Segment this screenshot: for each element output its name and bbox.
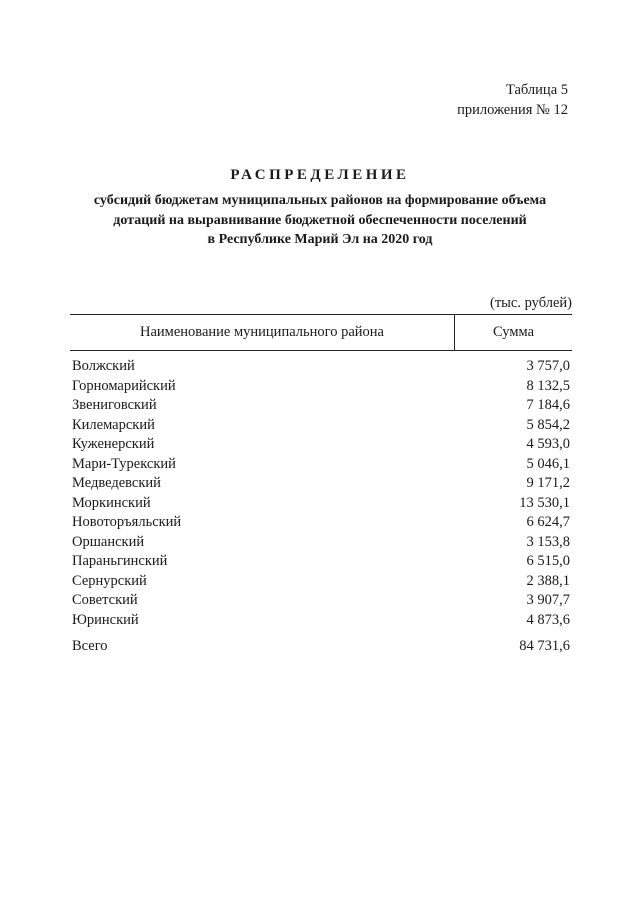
district-name: Горномарийский <box>72 377 176 394</box>
district-sum: 3 757,0 <box>526 358 570 374</box>
table-header <box>70 314 572 351</box>
total-row <box>72 637 570 657</box>
table-row <box>72 416 570 436</box>
table-row <box>72 474 570 494</box>
total-label: Всего <box>72 638 108 654</box>
district-name: Мари-Турекский <box>72 455 176 472</box>
district-name: Медведевский <box>72 475 161 491</box>
district-sum: 13 530,1 <box>519 494 570 511</box>
table-row <box>72 533 570 553</box>
district-sum: 5 046,1 <box>526 455 570 472</box>
district-name: Юринский <box>72 611 139 628</box>
district-sum: 9 171,2 <box>526 475 570 491</box>
table-row <box>72 357 570 377</box>
title-main: РАСПРЕДЕЛЕНИЕ <box>230 167 410 183</box>
table-row <box>72 552 570 572</box>
district-name: Моркинский <box>72 494 151 511</box>
table-body <box>72 357 570 630</box>
table-row <box>72 591 570 611</box>
district-sum: 7 184,6 <box>526 397 570 413</box>
district-name: Советский <box>72 592 138 608</box>
units-label: (тыс. рублей) <box>490 295 572 311</box>
appendix-reference <box>457 80 568 120</box>
district-sum: 6 624,7 <box>526 514 570 530</box>
district-name: Оршанский <box>72 533 145 550</box>
table-row <box>72 435 570 455</box>
district-sum: 5 854,2 <box>526 416 570 433</box>
title-line-1: субсидий бюджетам муниципальных районов на формирование объема <box>93 193 547 208</box>
table-row <box>72 572 570 592</box>
district-sum: 6 515,0 <box>526 553 570 569</box>
column-header-sum: Сумма <box>492 324 535 340</box>
district-sum: 3 907,7 <box>526 592 570 608</box>
total-sum: 84 731,6 <box>519 638 570 654</box>
district-name: Сернурский <box>72 572 147 589</box>
district-name: Куженерский <box>72 436 155 452</box>
district-name: Волжский <box>72 358 135 374</box>
table-row <box>72 396 570 416</box>
document-title <box>60 165 580 250</box>
table-row <box>72 494 570 514</box>
table-row <box>72 377 570 397</box>
table-row <box>72 513 570 533</box>
district-sum: 4 593,0 <box>526 436 570 452</box>
appendix-number: приложения № 12 <box>457 102 568 118</box>
district-sum: 2 388,1 <box>526 572 570 589</box>
district-name: Звениговский <box>72 397 157 413</box>
district-sum: 3 153,8 <box>526 533 570 550</box>
district-name: Килемарский <box>72 416 155 433</box>
table-number: Таблица 5 <box>505 82 568 98</box>
title-line-2: дотаций на выравнивание бюджетной обеспеченности поселений <box>113 212 527 228</box>
district-name: Параньгинский <box>72 553 168 569</box>
table-row <box>72 455 570 475</box>
column-header-name: Наименование муниципального района <box>70 315 455 350</box>
district-name: Новоторъяльский <box>72 514 182 530</box>
table-row <box>72 611 570 631</box>
district-sum: 8 132,5 <box>526 377 570 394</box>
title-line-3: в Республике Марий Эл на 2020 год <box>207 232 433 247</box>
district-sum: 4 873,6 <box>526 611 570 628</box>
